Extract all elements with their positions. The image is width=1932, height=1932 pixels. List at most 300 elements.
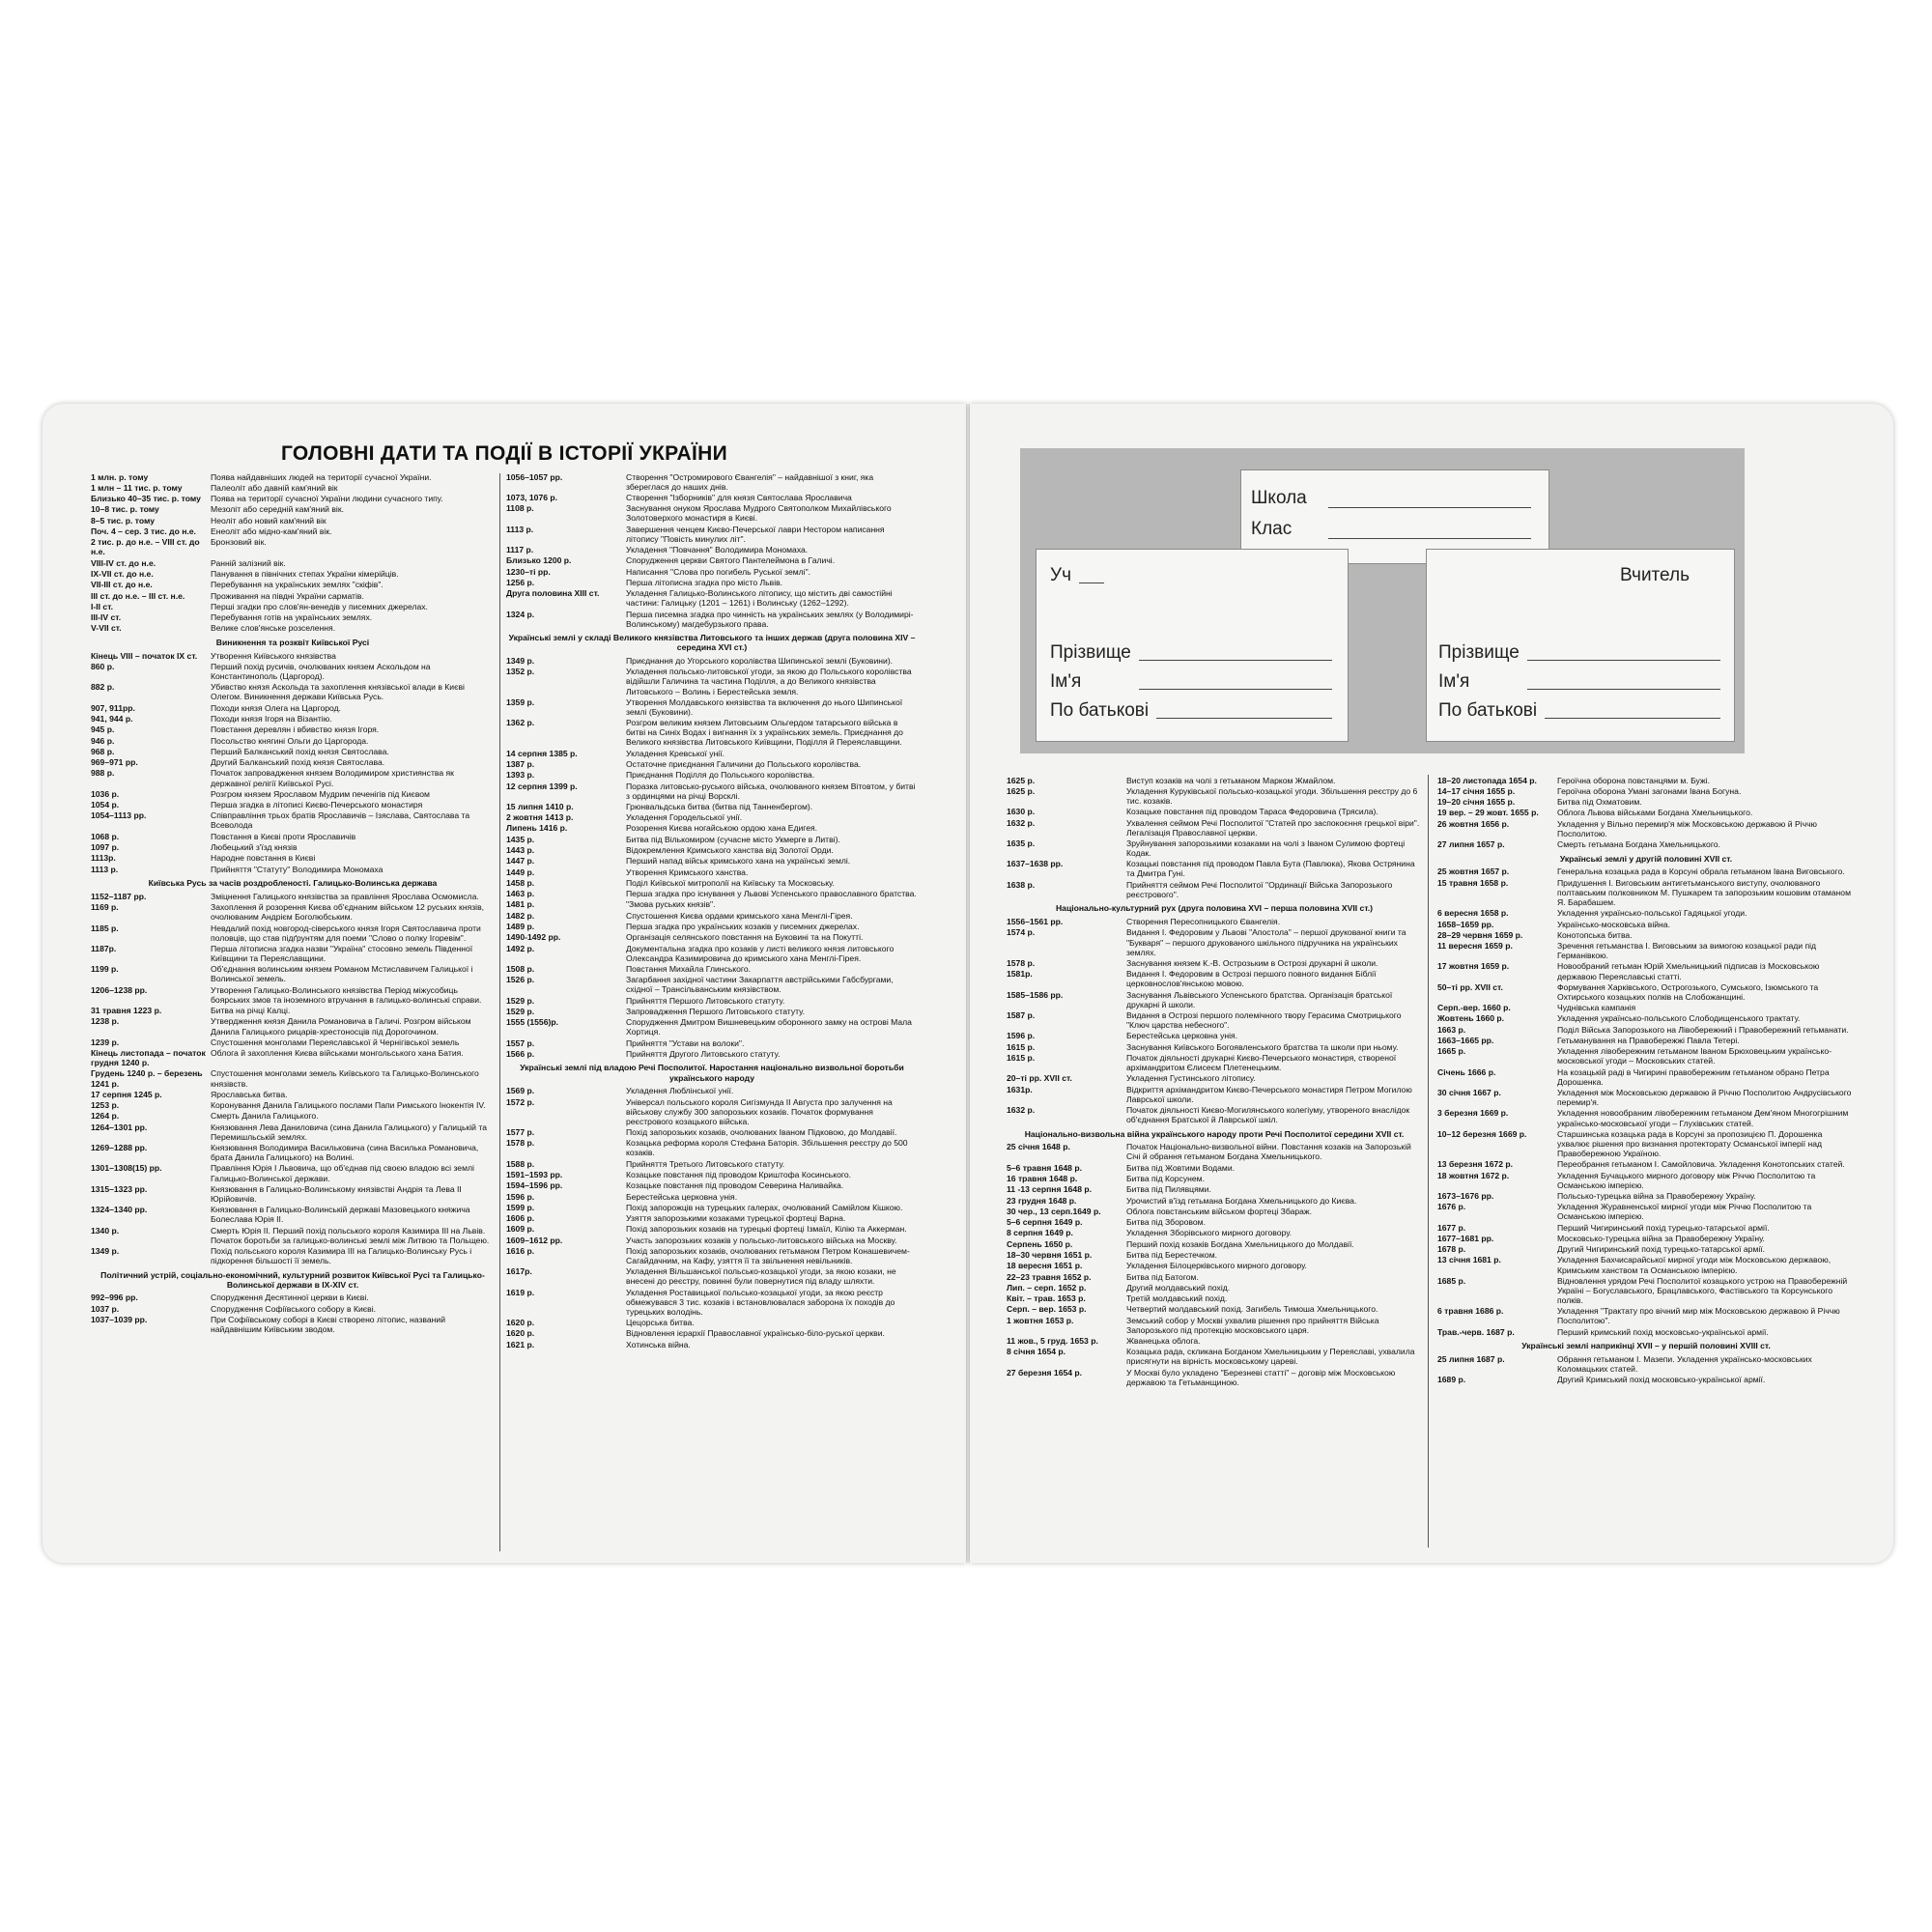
event-description: Облога й захоплення Києва військами монгольського хана Батия.: [211, 1048, 464, 1059]
event-date: 1387 р.: [506, 758, 535, 769]
event-description: Перші згадки про слов'ян-венедів у писемних джерелах.: [211, 601, 428, 611]
timeline-row: [1437, 797, 1855, 808]
event-description: Організація селянського повстання на Буковині та на Покутті.: [626, 932, 864, 943]
event-date: 1566 р.: [506, 1048, 535, 1059]
timeline-row: [506, 1191, 918, 1202]
event-date: 27 липня 1657 р.: [1437, 839, 1505, 850]
event-description: Створення "Остромирового Євангелія" – найдавнішої з книг, яка збереглася до наших днів.: [626, 471, 874, 492]
timeline-row: [1437, 808, 1855, 818]
event-description: Укладення Журавненської мирної угоди між Річчю Посполитою та Османською імперією.: [1557, 1202, 1812, 1222]
event-description: Поділ Київської митрополії на Київську та Московську.: [626, 877, 835, 888]
event-description: Укладення Зборівського мирного договору.: [1126, 1228, 1293, 1238]
event-date: 1037–1039 рр.: [91, 1315, 148, 1325]
event-description: Ухвалення сеймом Речі Посполитої "Статей про заспокоєння грецької віри". Легалізація Православної церкви.: [1126, 817, 1420, 838]
timeline-row: [91, 590, 495, 601]
event-description: Битва на річці Калці.: [211, 1006, 291, 1016]
event-date: 1585–1586 рр.: [1007, 989, 1064, 1000]
timeline-row: [1007, 1217, 1422, 1228]
event-date: 6 вересня 1658 р.: [1437, 908, 1509, 919]
timeline-row: [1437, 1202, 1855, 1222]
event-date: 1677–1681 рр.: [1437, 1233, 1494, 1243]
timeline-row: [506, 1096, 918, 1126]
event-description: Народне повстання в Києві: [211, 853, 316, 864]
timeline-row: [506, 921, 918, 931]
event-date: 1665 р.: [1437, 1046, 1466, 1057]
event-date: Січень 1666 р.: [1437, 1066, 1496, 1077]
event-date: Серпень 1650 р.: [1007, 1238, 1073, 1249]
event-date: 1625 р.: [1007, 785, 1036, 796]
timeline-row: [506, 1328, 918, 1339]
event-date: 1097 р.: [91, 842, 120, 853]
timeline-row: [91, 1225, 495, 1245]
event-description: Другий Кримський похід московсько-української армії.: [1557, 1375, 1766, 1385]
event-description: Похід запорозьких козаків, очолюваних гетьманом Петром Конашевичем-Сагайдачним, на Кафу, узяття її та звільнення невільників.: [626, 1245, 910, 1265]
timeline-row: [1007, 1084, 1422, 1104]
timeline-row: [506, 910, 918, 921]
school-label: Школа: [1251, 488, 1307, 508]
patronymic-line[interactable]: [1156, 718, 1332, 719]
timeline-row: [506, 524, 918, 544]
event-date: 1054 р.: [91, 800, 120, 810]
event-description: Ранній залізний вік.: [211, 557, 286, 568]
event-date: 25 січня 1648 р.: [1007, 1142, 1070, 1152]
timeline-row: [1007, 1073, 1422, 1084]
event-description: Неоліт або новий кам'яний вік: [211, 515, 327, 526]
event-date: 1572 р.: [506, 1096, 535, 1107]
event-date: 1663 р.: [1437, 1024, 1466, 1035]
timeline-row: [1007, 1031, 1422, 1041]
event-description: Придушення І. Виговським антигетьманського виступу, очолюваного полтавським полковником М. Пушкарем та запорозьким кошовим отаманом Я. Барабашем.: [1557, 877, 1851, 907]
event-description: Формування Харківського, Острогозького, Сумського, Ізюмського та Охтирського козацьких полків на Слобожанщині.: [1557, 981, 1819, 1002]
event-date: 1689 р.: [1437, 1375, 1466, 1385]
event-date: 946 р.: [91, 735, 115, 746]
event-description: Розгром великим князем Литовським Ольгердом татарського війська в битві на Синіх Водах і вигнання їх з українських земель. Приєднання до Великого князівства Литовського Київщини, Поділля й Переяславщини.: [626, 718, 903, 748]
timeline-row: [1007, 1228, 1422, 1238]
timeline-row: [1437, 1170, 1855, 1190]
event-description: Укладення Бахчисарайської мирної угоди між Московською державою, Кримським ханством та Османською імперією.: [1557, 1255, 1832, 1275]
event-description: Перебування готів на українських землях.: [211, 612, 373, 623]
event-description: Смерть Данила Галицького.: [211, 1111, 319, 1122]
event-description: Похід польського короля Казимира ІІІ на Галицько-Волинську Русь і підкорення більшості її земель.: [211, 1245, 472, 1265]
event-description: Утворення Галицько-Волинського князівства Період міжусобиць боярських змов та іноземного втручання в галицько-волинські справи.: [211, 984, 482, 1005]
timeline-row: [91, 1183, 495, 1204]
event-description: Облога повстанським військом фортеці Збараж.: [1126, 1206, 1313, 1216]
event-date: 15 травня 1658 р.: [1437, 877, 1509, 888]
timeline-row: [91, 864, 495, 874]
timeline-row: [506, 823, 918, 834]
event-date: 1594–1596 рр.: [506, 1180, 563, 1191]
event-description: Укладення Люблінської унії.: [626, 1086, 734, 1096]
event-date: 1393 р.: [506, 770, 535, 781]
timeline-row: [506, 718, 918, 748]
student-label: Уч: [1050, 565, 1071, 585]
event-description: Відновлення урядом Речі Посполитої козацького устрою на Правобережній Україні – Богуславського, Брацлавського, Фастівського та Корсунського полків.: [1557, 1275, 1848, 1305]
timeline-row: [91, 1006, 495, 1016]
timeline-row: [1437, 1003, 1855, 1013]
event-description: Початок запровадження князем Володимиром християнства як державної релігії Київської Русі.: [211, 768, 454, 788]
event-date: 2 тис. р. до н.е. – VIII ст. до н.е.: [91, 537, 200, 557]
event-description: Прийняття "Статуту" Володимира Мономаха: [211, 864, 384, 874]
event-date: 1443 р.: [506, 845, 535, 855]
event-description: Велике слов'янське розселення.: [211, 623, 336, 634]
event-description: Правління Юрія І Львовича, що об'єднав під своєю владою всі землі Галицько-Волинської держави.: [211, 1163, 474, 1183]
event-date: 1678 р.: [1437, 1244, 1466, 1255]
event-description: Убивство князя Аскольда та захоплення князівської влади в Києві Олегом. Виникнення держави Київська Русь.: [211, 682, 465, 702]
event-date: IX-VII ст. до н.е.: [91, 568, 154, 579]
event-description: Перший похід русичів, очолюваних князем Аскольдом на Константинополь (Царгород).: [211, 662, 431, 682]
timeline-row: [91, 902, 495, 923]
class-line[interactable]: [1328, 538, 1531, 539]
event-date: 14 серпня 1385 р.: [506, 748, 578, 758]
timeline-row: [91, 1089, 495, 1099]
event-date: 5–6 серпня 1649 р.: [1007, 1217, 1083, 1228]
timeline-row: [91, 853, 495, 864]
timeline-row: [1007, 1206, 1422, 1216]
event-description: Заснування онуком Ярослава Мудрого Святополком Михайлівського Золотоверхого монастиря в Києві.: [626, 503, 892, 524]
event-date: Трав.-черв. 1687 р.: [1437, 1326, 1515, 1337]
event-description: Берестейська церковна унія.: [1126, 1031, 1238, 1041]
event-description: Повстання в Києві проти Ярославичів: [211, 831, 356, 841]
event-date: 969–971 рр.: [91, 757, 138, 768]
event-description: Другий Балканський похід князя Святослава.: [211, 757, 385, 768]
timeline-row: [1437, 908, 1855, 919]
event-date: 1253 р.: [91, 1100, 120, 1111]
event-date: 1352 р.: [506, 667, 535, 677]
timeline-row: [1007, 1282, 1422, 1293]
timeline-row: [506, 748, 918, 758]
event-date: 1685 р.: [1437, 1275, 1466, 1286]
event-date: 988 р.: [91, 768, 115, 779]
event-date: 10–12 березня 1669 р.: [1437, 1128, 1527, 1139]
timeline-row: [1007, 1238, 1422, 1249]
event-date: 1113 р.: [91, 864, 119, 874]
event-date: 13 березня 1672 р.: [1437, 1159, 1514, 1170]
timeline-row: [91, 1142, 495, 1162]
event-date: 23 грудня 1648 р.: [1007, 1195, 1077, 1206]
timeline-row: [506, 1212, 918, 1223]
timeline-row: [506, 932, 918, 943]
event-date: 15 липня 1410 р.: [506, 801, 574, 811]
timeline-row: [1007, 817, 1422, 838]
event-description: Прийняття Третього Литовського статуту.: [626, 1158, 785, 1169]
timeline-row: [506, 1266, 918, 1287]
event-description: Земський собор у Москві ухвалив рішення про прийняття Війська Запорозького під протекцію московського царя.: [1126, 1315, 1379, 1335]
event-date: 1199 р.: [91, 964, 119, 975]
event-date: 992–996 рр.: [91, 1293, 138, 1303]
event-description: Битва під Берестечком.: [1126, 1249, 1217, 1260]
event-date: 1620 р.: [506, 1328, 535, 1339]
event-description: Українсько-московська війна.: [1557, 919, 1670, 929]
section-heading: Українські землі у другій половині XVII ст.: [1559, 853, 1733, 864]
event-description: Перша згадка про існування у Львові Успенського православного братства.: [626, 889, 917, 899]
timeline-row: [506, 995, 918, 1006]
school-line[interactable]: [1328, 507, 1531, 508]
event-description: Видання І. Федоровим в Острозі першого повного видання Біблії церковнослов'янською мовою.: [1126, 969, 1377, 989]
teacher-patronymic-label: По батькові: [1438, 700, 1538, 721]
event-description: Московсько-турецька війна за Правобережну Україну.: [1557, 1233, 1765, 1243]
event-date: 14–17 січня 1655 р.: [1437, 785, 1516, 796]
event-description: Укладення Галицько-Волинського літопису, що містить дві самостійні частини: Галицьку (1201 – 1261) і Волинську (1262–1292).: [626, 588, 893, 609]
event-description: Укладення "Повчання" Володимира Мономаха.: [626, 545, 809, 554]
timeline-row: [91, 757, 495, 768]
event-description: Четвертий молдавський похід. Загибель Тимоша Хмельницького.: [1126, 1304, 1378, 1315]
timeline-row: [506, 1318, 918, 1328]
event-date: 17 жовтня 1659 р.: [1437, 961, 1510, 972]
timeline-row: [1007, 1195, 1422, 1206]
timeline-row: [1007, 1367, 1422, 1387]
event-date: 1117 р.: [506, 545, 534, 554]
event-date: 907, 911рр.: [91, 702, 135, 713]
event-date: 1658–1659 рр.: [1437, 919, 1494, 929]
event-description: Посольство княгині Ольги до Царгорода.: [211, 735, 369, 746]
event-date: 1625 р.: [1007, 775, 1036, 785]
teacher-surname-line[interactable]: [1527, 660, 1720, 661]
section-heading: Національно-визвольна війна українського народу проти Речі Посполитої середини XVII ст.: [1024, 1128, 1405, 1139]
event-description: Укладення Куруківської польсько-козацької угоди. Збільшення реєстру до 6 тис. козаків.: [1126, 785, 1418, 806]
timeline-row: [91, 526, 495, 536]
timeline-row: [91, 568, 495, 579]
event-description: Початок діяльності Києво-Могилянського колегіуму, утвореного внаслідок об'єднання Братської й Лаврської шкіл.: [1126, 1104, 1410, 1124]
timeline-row: [91, 1037, 495, 1047]
timeline-row: [1437, 775, 1855, 785]
event-description: Розорення Києва ногайською ордою хана Едигея.: [626, 823, 818, 834]
timeline-row: [91, 768, 495, 788]
event-date: 1037 р.: [91, 1303, 120, 1314]
event-date: 1596 р.: [506, 1191, 535, 1202]
event-date: 1458 р.: [506, 877, 535, 888]
timeline-row: [91, 735, 495, 746]
timeline-row: [1437, 818, 1855, 838]
event-description: Поява найдавніших людей на території сучасної України.: [211, 471, 432, 482]
event-description: Повстання Михайла Глинського.: [626, 963, 752, 974]
timeline-row: [1007, 1173, 1422, 1183]
timeline-row: [506, 655, 918, 666]
timeline-row: [506, 801, 918, 811]
timeline-row: [506, 943, 918, 963]
event-description: Утворення Молдавського князівства та включення до нього Шипинської землі (Буковини).: [626, 696, 903, 717]
event-description: Князювання Володимира Васильковича (сина Василька Романовича, брата Данила Галицького) на Волині.: [211, 1143, 479, 1163]
name-line[interactable]: [1139, 689, 1332, 690]
timeline-row: [506, 1287, 918, 1317]
event-date: 17 серпня 1245 р.: [91, 1089, 162, 1099]
event-date: 1508 р.: [506, 963, 535, 974]
event-description: Мезоліт або середній кам'яний вік.: [211, 504, 344, 515]
timeline-row: [506, 492, 918, 502]
student-line[interactable]: [1079, 582, 1104, 583]
event-description: Утвердження князя Данила Романовича в Галичі. Розгром військом Данила Галицького рицарів-хрестоносців під Дорогочином.: [211, 1016, 471, 1037]
event-description: Відокремлення Кримського ханства від Золотої Орди.: [626, 845, 834, 855]
event-date: 1238 р.: [91, 1016, 120, 1027]
timeline-row: [506, 544, 918, 554]
teacher-name-line[interactable]: [1527, 689, 1720, 690]
timeline-row: [1437, 785, 1855, 796]
event-description: Спустошення монголами Переяславської й Чернігівської земель: [211, 1037, 460, 1047]
event-date: 1591–1593 рр.: [506, 1169, 563, 1179]
timeline-row: [1007, 859, 1422, 879]
event-description: Укладення між Московською державою й Річчю Посполитою Андрусівського перемир'я.: [1557, 1088, 1852, 1108]
timeline-row: [506, 1180, 918, 1191]
event-date: 25 липня 1687 р.: [1437, 1354, 1505, 1365]
event-description: Укладення Роставицької польсько-козацької угоди, за якою реєстр обмежувався 3 тис. козаків і встановлювалася заборона їх походів до турецьких володінь.: [626, 1287, 895, 1317]
event-date: VII-III ст. до н.е.: [91, 580, 153, 590]
timeline-row: [91, 1122, 495, 1142]
timeline-row: [506, 1037, 918, 1048]
event-date: Жовтень 1660 р.: [1437, 1013, 1505, 1024]
event-date: 8 серпня 1649 р.: [1007, 1228, 1073, 1238]
event-date: 1324 р.: [506, 609, 535, 619]
event-description: Укладення польсько-литовської угоди, за якою до Польського королівства відійшли Галичина та частина Поділля, а до Великого князівства Литовського – Волинь і Берестейська земля.: [626, 667, 912, 696]
event-description: Перебування на українських землях "скіфів".: [211, 580, 384, 590]
timeline-row: [91, 537, 495, 557]
timeline-row: [506, 696, 918, 717]
event-date: Близько 1200 р.: [506, 555, 572, 566]
timeline-row: [91, 623, 495, 634]
event-date: 1529 р.: [506, 1006, 535, 1016]
event-date: 12 серпня 1399 р.: [506, 781, 578, 791]
timeline-row: [1437, 1159, 1855, 1170]
timeline-row: [91, 482, 495, 493]
event-description: Прийняття "Устави на волоки".: [626, 1037, 745, 1048]
event-date: 1 жовтня 1653 р.: [1007, 1315, 1074, 1325]
timeline-row: [91, 1293, 495, 1303]
event-date: 26 жовтня 1656 р.: [1437, 818, 1510, 829]
section-heading: Виникнення та розквіт Київської Русі: [215, 638, 370, 648]
event-date: 1556–1561 рр.: [1007, 917, 1064, 927]
timeline-row: [1437, 981, 1855, 1002]
timeline-row: [91, 611, 495, 622]
event-date: Кінець VIII – початок IX ст.: [91, 650, 198, 661]
event-date: 1301–1308(15) рр.: [91, 1163, 162, 1174]
event-description: Перша літописна згадка про місто Львів.: [626, 577, 783, 587]
event-date: 1619 р.: [506, 1287, 535, 1297]
event-description: Бронзовий вік.: [211, 537, 267, 548]
timeline-row: [91, 601, 495, 611]
timeline-row: [91, 682, 495, 702]
section-heading: Українські землі у складі Великого князівства Литовського та інших держав (друга половина XIV – середина XVI ст.): [508, 633, 916, 653]
event-description: Запровадження Першого Литовського статуту.: [626, 1006, 805, 1016]
timeline-row: [1007, 807, 1422, 817]
timeline-row: [91, 1047, 495, 1067]
event-date: 28–29 червня 1659 р.: [1437, 929, 1523, 940]
timeline-row: [1437, 1024, 1855, 1035]
timeline-row: [1437, 1306, 1855, 1326]
event-date: Липень 1416 р.: [506, 823, 568, 834]
event-description: Перша літописна згадка назви "Україна" стосовно земель Південної Київщини та Переяславщини.: [211, 944, 473, 964]
event-date: 1492 р.: [506, 943, 535, 953]
event-description: Початок діяльності друкарні Києво-Печерського монастиря, створеної архімандритом Єлисеєм Плетенецьким.: [1126, 1052, 1397, 1072]
timeline-row: [91, 702, 495, 713]
event-description: Перший Балканський похід князя Святослава.: [211, 746, 389, 756]
event-description: Смерть гетьмана Богдана Хмельницького.: [1557, 839, 1720, 850]
event-date: 1587 р.: [1007, 1009, 1036, 1020]
event-date: 22–23 травня 1652 р.: [1007, 1271, 1092, 1282]
timeline-row: [506, 1169, 918, 1179]
timeline-row: [506, 856, 918, 867]
event-description: На козацькій раді в Чигирині правобережним гетьманом обрано Петра Дорошенка.: [1557, 1066, 1830, 1087]
timeline-row: [1437, 1035, 1855, 1045]
event-description: Проживання на півдні України сарматів.: [211, 590, 364, 601]
event-description: Панування в північних степах України кімерійців.: [211, 568, 399, 579]
event-description: Битва під Пилявцями.: [1126, 1184, 1211, 1195]
event-description: Козацьке повстання під проводом Северина Наливайка.: [626, 1180, 844, 1191]
teacher-surname-label: Прізвище: [1438, 642, 1520, 663]
event-description: Заснування Київського Богоявленського братства та школи при ньому.: [1126, 1041, 1399, 1052]
event-description: Перший Чигиринський похід турецько-татарської армії.: [1557, 1222, 1770, 1233]
event-description: Остаточне приєднання Галичини до Польського королівства.: [626, 758, 862, 769]
timeline-row: [506, 667, 918, 696]
event-description: Укладення Кревської унії.: [626, 748, 724, 758]
event-date: 1269–1288 рр.: [91, 1143, 148, 1153]
teacher-patronymic-line[interactable]: [1545, 718, 1720, 719]
event-description: Спустошення монголами земель Київського та Галицько-Волинського князівств.: [211, 1068, 479, 1089]
dates-column-4: [1437, 775, 1855, 1385]
event-date: Кінець листопада – початок грудня 1240 р.: [91, 1048, 206, 1068]
event-date: I-II ст.: [91, 601, 114, 611]
event-description: Другий молдавський похід.: [1126, 1282, 1231, 1293]
event-description: Повстання деревлян і вбивство князя Ігоря.: [211, 724, 380, 735]
event-description: Укладення Бучацького мирного договору між Річчю Посполитою та Османською імперією.: [1557, 1170, 1816, 1190]
event-description: У Москві було укладено "Березневі статті" – договір між Московською державою та Гетьманщиною.: [1126, 1367, 1396, 1387]
class-label: Клас: [1251, 519, 1293, 539]
event-description: Похід запорожців на турецьких галерах, очолюваний Самійлом Кішкою.: [626, 1202, 903, 1212]
event-date: 16 травня 1648 р.: [1007, 1174, 1078, 1183]
timeline-row: [91, 661, 495, 681]
event-date: Квіт. – трав. 1653 р.: [1007, 1293, 1086, 1304]
event-date: 941, 944 р.: [91, 714, 133, 724]
event-date: 1637–1638 рр.: [1007, 859, 1064, 869]
timeline-row: [1007, 917, 1422, 927]
timeline-row: [1007, 1315, 1422, 1335]
event-date: 1187р.: [91, 944, 117, 953]
surname-line[interactable]: [1139, 660, 1332, 661]
event-date: 11 жов., 5 груд. 1653 р.: [1007, 1336, 1098, 1347]
event-description: Видання в Острозі першого полемічного твору Герасима Смотрицького "Ключ царства небесного".: [1126, 1009, 1402, 1030]
event-date: 20–ті рр. XVII ст.: [1007, 1073, 1072, 1084]
event-date: 1569 р.: [506, 1086, 535, 1096]
timeline-row: [506, 1339, 918, 1350]
event-date: Близько 40–35 тис. р. тому: [91, 494, 201, 504]
event-description: Палеоліт або давній кам'яний вік: [211, 482, 338, 493]
timeline-row: [1007, 1271, 1422, 1282]
event-date: 19 вер. – 29 жовт. 1655 р.: [1437, 808, 1539, 818]
event-description: Генеральна козацька рада в Корсуні обрала гетьманом Івана Виговського.: [1557, 867, 1845, 877]
timeline-row: [506, 1086, 918, 1096]
event-date: 1632 р.: [1007, 1104, 1036, 1115]
event-description: Поділ Війська Запорозького на Лівобережний і Правобережний гетьманати.: [1557, 1024, 1849, 1035]
event-date: 1663–1665 рр.: [1437, 1036, 1494, 1046]
event-description: Битва під Зборовом.: [1126, 1217, 1206, 1228]
event-date: 1529 р.: [506, 995, 535, 1006]
timeline-row: [1007, 838, 1422, 858]
event-description: Укладення українсько-польської Гадяцької угоди.: [1557, 908, 1747, 919]
event-date: 1113 р.: [506, 524, 534, 534]
event-date: 8 січня 1654 р.: [1007, 1347, 1066, 1357]
event-description: Походи князя Олега на Царгород.: [211, 702, 342, 713]
event-description: Козацьке повстання під проводом Криштофа Косинського.: [626, 1169, 851, 1179]
event-date: 19–20 січня 1655 р.: [1437, 797, 1516, 808]
event-date: 1036 р.: [91, 788, 120, 799]
timeline-row: [1007, 969, 1422, 989]
timeline-row: [1437, 1128, 1855, 1158]
event-date: 1230–ті рр.: [506, 566, 551, 577]
timeline-row: [91, 1163, 495, 1183]
event-date: 1615 р.: [1007, 1052, 1036, 1063]
timeline-row: [91, 515, 495, 526]
event-description: Відновлення ієрархії Православної українсько-біло-руської церкви.: [626, 1328, 885, 1339]
event-description: Старшинська козацька рада в Корсуні за пропозицією П. Дорошенка ухвалює рішення про визнання протекторату Османської імперії над Правобережною Україною.: [1557, 1128, 1823, 1158]
event-date: 1631р.: [1007, 1084, 1033, 1094]
event-date: 1632 р.: [1007, 817, 1036, 828]
